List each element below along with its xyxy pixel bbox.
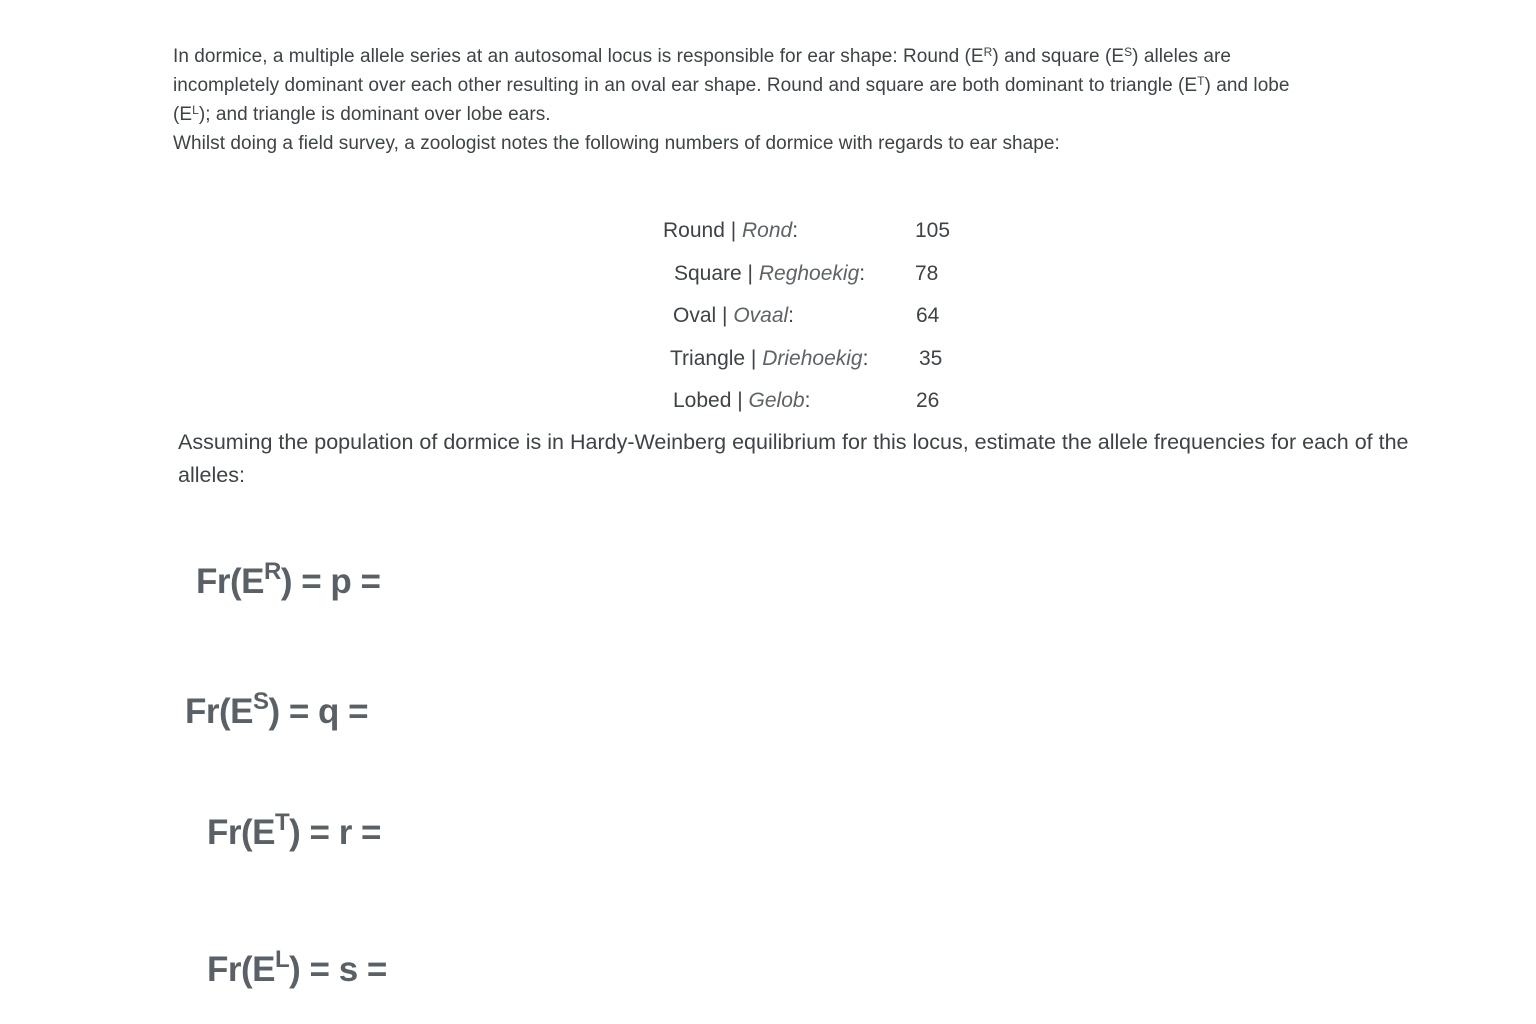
survey-label: Round | Rond: xyxy=(663,219,799,242)
survey-count: 26 xyxy=(916,389,940,412)
answer-r: $Fr(E^T) = r$ = xyxy=(207,809,381,852)
answer-q: $Fr(E^S) = q$ = xyxy=(185,688,369,731)
intro-paragraph: In dormice, a multiple allele series at an autosomal locus is responsible for ear shape: Round $(E^R)$ and square $(E^S)$ alleles are incompletely dominant over each other resulting in an oval ear shape. Round and square are both dominant to triangle $(E^T)$ and lobe $(E^L)$; and triangle is dominant over lobe ears. xyxy=(173,45,1290,125)
survey-count: 64 xyxy=(916,304,940,327)
answer-s: $Fr(E^L) = s$ = xyxy=(207,946,387,989)
answer-p: $Fr(E^R) = p$ = xyxy=(196,558,381,601)
problem-intro xyxy=(173,42,1303,158)
survey-count: 78 xyxy=(915,262,939,285)
survey-count: 105 xyxy=(915,219,951,242)
survey-label: Oval | Ovaal: xyxy=(673,304,795,327)
survey-label: Lobed | Gelob: xyxy=(673,389,811,412)
survey-intro: Whilst doing a field survey, a zoologist notes the following numbers of dormice with regards to ear shape: xyxy=(173,133,1060,154)
survey-label: Triangle | Driehoekig: xyxy=(670,347,869,370)
question-text: Assuming the population of dormice is in Hardy-Weinberg equilibrium for this locus, estimate the allele frequencies for each of the alleles: xyxy=(178,430,1409,487)
survey-count: 35 xyxy=(919,347,943,370)
survey-label: Square | Reghoekig: xyxy=(674,262,866,285)
